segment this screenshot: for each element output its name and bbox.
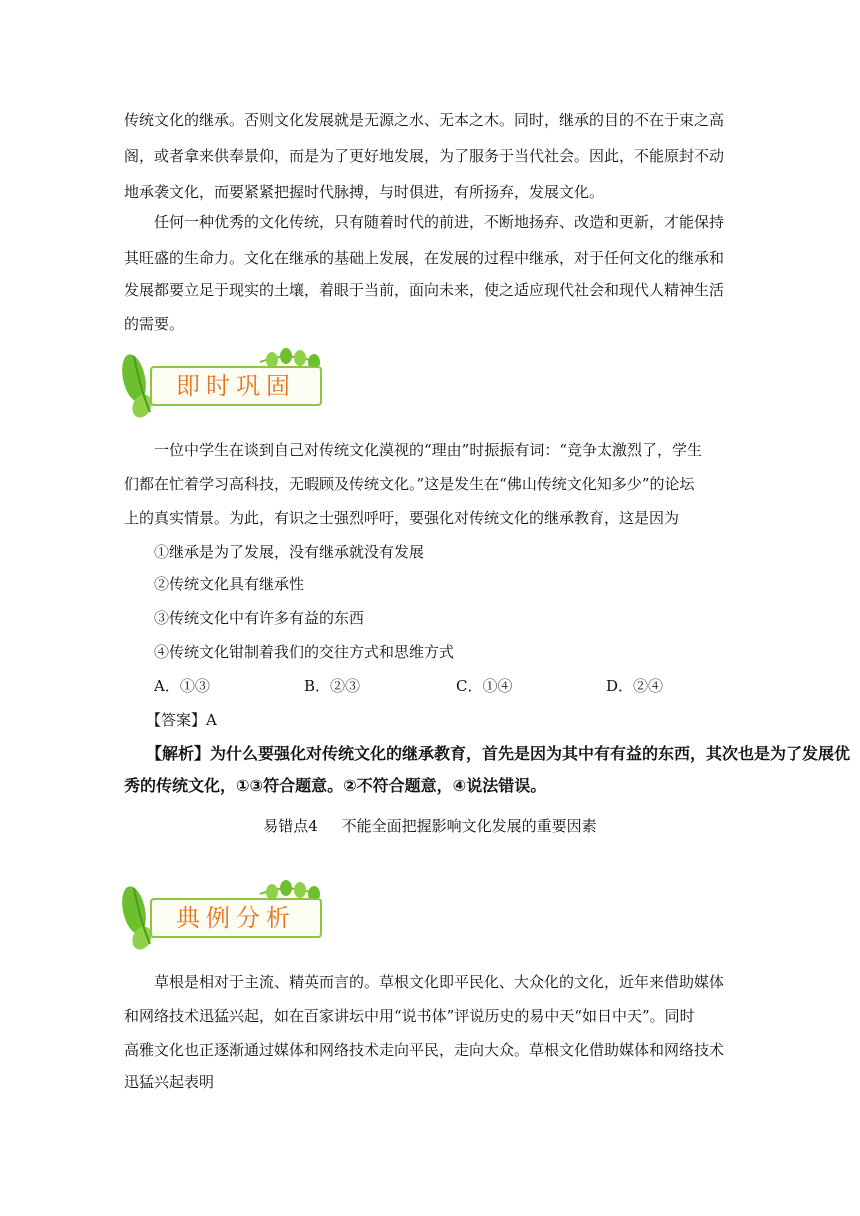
statement-item: ④传统文化钳制着我们的交往方式和思维方式 bbox=[154, 643, 455, 661]
paragraph-line: 其旺盛的生命力。文化在继承的基础上发展，在发展的过程中继承，对于任何文化的继承和 bbox=[124, 249, 725, 267]
paragraph-line: 阁，或者拿来供奉景仰，而是为了更好地发展，为了服务于当代社会。因此，不能原封不动 bbox=[124, 147, 725, 165]
banner-title: 即时巩固 bbox=[150, 366, 322, 406]
paragraph-line: 任何一种优秀的文化传统，只有随着时代的前进，不断地扬弃、改造和更新，才能保持 bbox=[154, 213, 725, 231]
example-line: 和网络技术迅猛兴起，如在百家讲坛中用“说书体”评说历史的易中天“如日中天”。同时 bbox=[124, 1007, 695, 1025]
section-banner-example-analysis bbox=[120, 880, 330, 952]
question-stem-line: 上的真实情景。为此，有识之士强烈呼吁，要强化对传统文化的继承教育，这是因为 bbox=[124, 509, 680, 527]
statement-item: ①继承是为了发展，没有继承就没有发展 bbox=[154, 543, 425, 561]
paragraph-line: 地承袭文化，而要紧紧把握时代脉搏，与时俱进，有所扬弃，发展文化。 bbox=[124, 183, 605, 201]
paragraph-line: 发展都要立足于现实的土壤，着眼于当前，面向未来，使之适应现代社会和现代人精神生活 bbox=[124, 281, 725, 299]
paragraph-line: 传统文化的继承。否则文化发展就是无源之水、无本之木。同时，继承的目的不在于束之高 bbox=[124, 111, 725, 129]
question-stem-line: 一位中学生在谈到自己对传统文化漠视的“理由”时振振有词：“竞争太激烈了，学生 bbox=[154, 441, 703, 459]
statement-item: ③传统文化中有许多有益的东西 bbox=[154, 609, 365, 627]
analysis-line: 秀的传统文化，①③符合题意。②不符合题意，④说法错误。 bbox=[124, 776, 547, 795]
question-stem-line: 们都在忙着学习高科技，无暇顾及传统文化。”这是发生在“佛山传统文化知多少”的论坛 bbox=[124, 475, 695, 493]
banner-title: 典例分析 bbox=[150, 898, 322, 938]
example-line: 草根是相对于主流、精英而言的。草根文化即平民化、大众化的文化，近年来借助媒体 bbox=[154, 973, 725, 991]
option-d: D．②④ bbox=[606, 677, 664, 695]
example-line: 迅猛兴起表明 bbox=[124, 1073, 215, 1091]
section-banner-quick-consolidation bbox=[120, 348, 330, 420]
analysis-line: 【解析】为什么要强化对传统文化的继承教育，首先是因为其中有有益的东西，其次也是为了发展优 bbox=[146, 744, 851, 763]
example-line: 高雅文化也正逐渐通过媒体和网络技术走向平民，走向大众。草根文化借助媒体和网络技术 bbox=[124, 1041, 725, 1059]
section-heading: 易错点4 不能全面把握影响文化发展的重要因素 bbox=[263, 817, 597, 835]
paragraph-line: 的需要。 bbox=[124, 315, 185, 333]
answer-label: 【答案】A bbox=[146, 711, 217, 729]
option-c: C．①④ bbox=[456, 677, 513, 695]
option-b: B．②③ bbox=[304, 677, 361, 695]
option-a: A．①③ bbox=[154, 677, 210, 695]
statement-item: ②传统文化具有继承性 bbox=[154, 575, 305, 593]
